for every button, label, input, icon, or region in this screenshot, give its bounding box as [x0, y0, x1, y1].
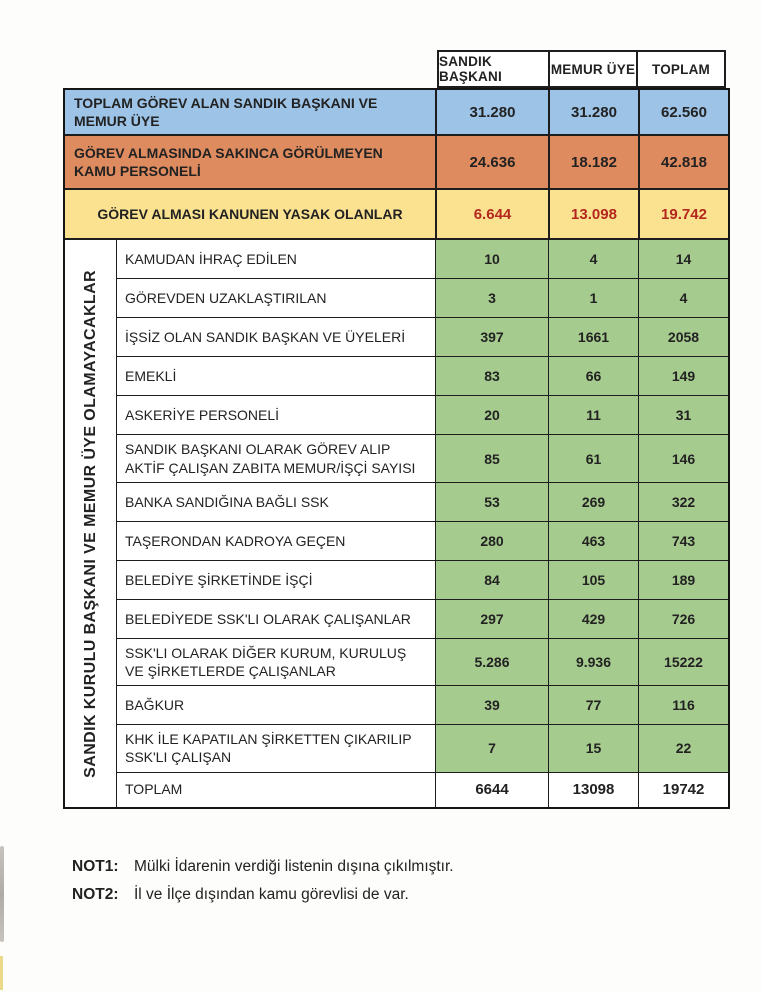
note-label: NOT2:: [72, 886, 119, 903]
table-row: [117, 725, 728, 772]
value-cell: 15222: [638, 639, 728, 685]
summary-row-total-assigned: [65, 90, 728, 136]
table-row: [117, 561, 728, 600]
value-cell: 146: [638, 435, 728, 481]
value-cell: 11: [548, 396, 638, 434]
scan-artifact: [0, 846, 4, 942]
value-cell: 269: [548, 483, 638, 521]
summary-row-no-objection: [65, 136, 728, 190]
table-row: [117, 279, 728, 318]
row-label: SANDIK BAŞKANI OLARAK GÖREV ALIP AKTİF ÇALIŞAN ZABITA MEMUR/İŞÇİ SAYISI: [125, 441, 416, 476]
section-rows: [117, 240, 728, 806]
value-cell: 743: [638, 522, 728, 560]
value-cell: 61: [548, 435, 638, 481]
value-cell: 5.286: [435, 639, 548, 685]
value-cell: 15: [548, 725, 638, 771]
scan-artifact: [0, 956, 3, 990]
vertical-section-label-text: SANDIK KURULU BAŞKANI VE MEMUR ÜYE OLAMAYACAKLAR: [81, 269, 99, 778]
row-label: EMEKLİ: [125, 368, 177, 385]
value-cell: 297: [435, 600, 548, 638]
value-cell: 31: [638, 396, 728, 434]
value-cell: 39: [435, 686, 548, 724]
value-cell: 19.742: [638, 190, 728, 238]
total-row: [117, 773, 728, 807]
value-cell: 280: [435, 522, 548, 560]
row-label: GÖREVDEN UZAKLAŞTIRILAN: [125, 290, 327, 307]
value-cell: 4: [638, 279, 728, 317]
value-cell: 83: [435, 357, 548, 395]
row-label: İŞSİZ OLAN SANDIK BAŞKAN VE ÜYELERİ: [125, 329, 406, 346]
value-cell: 322: [638, 483, 728, 521]
value-cell: 66: [548, 357, 638, 395]
value-cell: 14: [638, 240, 728, 278]
value-cell: 84: [435, 561, 548, 599]
value-cell: 116: [638, 686, 728, 724]
value-cell: 4: [548, 240, 638, 278]
value-cell: 463: [548, 522, 638, 560]
value-cell: 42.818: [638, 136, 728, 188]
row-label: TAŞERONDAN KADROYA GEÇEN: [125, 532, 346, 549]
value-cell: 18.182: [548, 136, 638, 188]
summary-row-label: TOPLAM GÖREV ALAN SANDIK BAŞKANI VE MEMUR ÜYE: [74, 95, 378, 130]
value-cell: 53: [435, 483, 548, 521]
value-cell: 105: [548, 561, 638, 599]
row-label: BELEDİYE ŞİRKETİNDE İŞÇİ: [125, 571, 313, 588]
table-row: [117, 396, 728, 435]
value-cell: 31.280: [548, 90, 638, 134]
value-cell: 149: [638, 357, 728, 395]
value-cell: 20: [435, 396, 548, 434]
note-label: NOT1:: [72, 858, 119, 875]
note-line: [72, 886, 454, 904]
value-cell: 2058: [638, 318, 728, 356]
row-label: BAĞKUR: [125, 697, 185, 714]
value-cell: 397: [435, 318, 548, 356]
value-cell: 13098: [548, 773, 638, 807]
value-cell: 6.644: [435, 190, 548, 238]
table-row: [117, 240, 728, 279]
row-label: TOPLAM: [125, 781, 183, 798]
value-cell: 1661: [548, 318, 638, 356]
value-cell: 6644: [435, 773, 548, 807]
value-cell: 77: [548, 686, 638, 724]
value-cell: 31.280: [435, 90, 548, 134]
row-label: KAMUDAN İHRAÇ EDİLEN: [125, 251, 297, 268]
table-row: [117, 639, 728, 686]
row-label: BANKA SANDIĞINA BAĞLI SSK: [125, 493, 329, 510]
main-table: [63, 88, 730, 809]
value-cell: 19742: [638, 773, 728, 807]
row-label: SSK'LI OLARAK DİĞER KURUM, KURULUŞ VE ŞİRKETLERDE ÇALIŞANLAR: [125, 644, 407, 679]
column-header-toplam: TOPLAM: [636, 50, 726, 88]
summary-row-label: GÖREV ALMASINDA SAKINCA GÖRÜLMEYEN KAMU PERSONELİ: [74, 145, 383, 180]
summary-row-legally-banned: [65, 190, 728, 240]
vertical-section-label: [65, 240, 117, 806]
value-cell: 7: [435, 725, 548, 771]
value-cell: 3: [435, 279, 548, 317]
ineligible-section: [65, 240, 728, 806]
table-row: [117, 483, 728, 522]
value-cell: 10: [435, 240, 548, 278]
value-cell: 189: [638, 561, 728, 599]
value-cell: 13.098: [548, 190, 638, 238]
value-cell: 85: [435, 435, 548, 481]
value-cell: 22: [638, 725, 728, 771]
row-label: ASKERİYE PERSONELİ: [125, 407, 280, 424]
row-label: KHK İLE KAPATILAN ŞİRKETTEN ÇIKARILIP SSK'LI ÇALIŞAN: [125, 731, 412, 766]
table-row: [117, 357, 728, 396]
note-line: [72, 858, 454, 876]
value-cell: 62.560: [638, 90, 728, 134]
table-row: [117, 318, 728, 357]
value-cell: 429: [548, 600, 638, 638]
table-row: [117, 522, 728, 561]
summary-row-label: GÖREV ALMASI KANUNEN YASAK OLANLAR: [97, 206, 403, 223]
note-text: İl ve İlçe dışından kamu görevlisi de var.: [134, 886, 409, 903]
column-header-sandik-baskani: SANDIK BAŞKANI: [437, 50, 550, 88]
row-label: BELEDİYEDE SSK'LI OLARAK ÇALIŞANLAR: [125, 610, 411, 627]
value-cell: 726: [638, 600, 728, 638]
value-cell: 1: [548, 279, 638, 317]
table-row: [117, 435, 728, 482]
table-row: [117, 600, 728, 639]
value-cell: 24.636: [435, 136, 548, 188]
value-cell: 9.936: [548, 639, 638, 685]
column-headers: [437, 50, 726, 88]
note-text: Mülki İdarenin verdiği listenin dışına çıkılmıştır.: [134, 858, 454, 875]
notes: [72, 858, 454, 914]
column-header-memur-uye: MEMUR ÜYE: [548, 50, 638, 88]
table-row: [117, 686, 728, 725]
